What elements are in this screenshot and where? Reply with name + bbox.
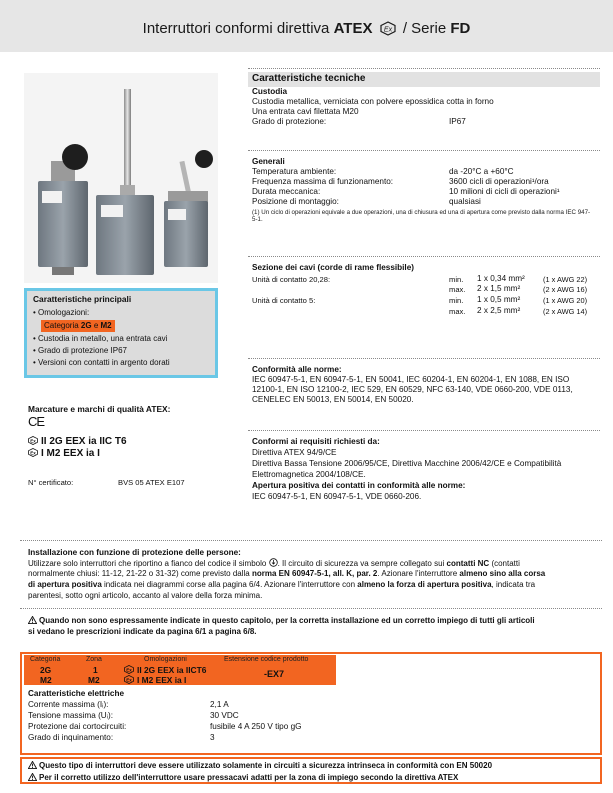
cable-awg: (2 x AWG 14)	[543, 307, 588, 316]
key-features-title: Caratteristiche principali	[33, 294, 132, 304]
main-warning-line: Quando non sono espressamente indicate in questo capitolo, per la corretta installazione ed un corretto impiego di tutti gli articoli	[28, 616, 535, 626]
install-title: Installazione con funzione di protezione delle persone:	[28, 548, 241, 557]
norms-title: Conformità alle norme:	[252, 365, 342, 374]
svg-text:Ex: Ex	[383, 26, 392, 34]
table-cell: M2	[40, 675, 52, 685]
protection-value: IP67	[449, 117, 466, 126]
table-cell: Ex I M2 EEX ia I	[124, 675, 186, 686]
electrical-value: fusibile 4 A 250 V tipo gG	[210, 722, 302, 731]
warning-line: Per il corretto utilizzo dell'interruttore usare pressacavi adatti per la zona di impiego secondo la direttiva ATEX	[28, 773, 594, 783]
divider	[248, 358, 600, 359]
ex-hexagon-icon	[28, 448, 38, 457]
cable-minmax: min.	[449, 296, 464, 305]
list-item: • Custodia in metallo, una entrata cavi	[33, 333, 168, 343]
list-item: • Omologazioni:	[33, 307, 90, 317]
requirements-title: Conformi ai requisiti richiesti da:	[252, 437, 380, 446]
cable-title: Sezione dei cavi (corde di rame flessibile)	[252, 263, 414, 272]
cable-value: 2 x 1,5 mm²	[477, 284, 521, 293]
product-photo	[24, 73, 218, 283]
general-label: Durata meccanica:	[252, 187, 321, 196]
cable-awg: (1 x AWG 22)	[543, 275, 588, 284]
table-header: Zona	[86, 656, 102, 663]
svg-text:Ex: Ex	[126, 667, 132, 673]
divider	[248, 256, 600, 257]
norms-line: IEC 60947-5-1, EN 60947-5-1, EN 50041, IEC 60204-1, EN 60204-1, EN 1088, EN ISO	[252, 375, 570, 384]
general-value: da -20°C a +60°C	[449, 167, 514, 176]
electrical-label: Tensione massima (Uᵢ):	[28, 711, 114, 720]
table-header: Categoria	[30, 656, 61, 663]
general-note: (1) Un ciclo di operazioni equivale a due operazioni, una di chiusura ed una di apertura come previsto dalla norma IEC 947-5-1.	[252, 209, 591, 224]
ex-hexagon-icon	[28, 436, 38, 445]
divider	[248, 150, 600, 151]
category-highlight: Categoria 2G e M2	[33, 320, 209, 332]
custodia-line: Una entrata cavi filettata M20	[252, 107, 359, 116]
custodia-line: Custodia metallica, verniciata con polvere epossidica cotta in forno	[252, 97, 494, 106]
electrical-label: Grado di inquinamento:	[28, 733, 114, 742]
divider	[20, 540, 602, 541]
cable-minmax: max.	[449, 285, 466, 294]
svg-text:Ex: Ex	[30, 450, 36, 456]
certificate-value: BVS 05 ATEX E107	[118, 478, 185, 487]
general-value: 10 milioni di cicli di operazioni¹	[449, 187, 560, 196]
positive-opening-title: Apertura positiva dei contatti in conformità alle norme:	[252, 481, 466, 490]
table-header: Estensione codice prodotto	[224, 656, 309, 663]
install-line: parentesi, sotto ogni articolo, accanto al valore della forza minima.	[28, 591, 263, 600]
svg-text:Ex: Ex	[30, 438, 36, 444]
atex-mark-line: Ex I M2 EEX ia I	[28, 448, 100, 461]
ex-hexagon-icon	[124, 665, 134, 674]
code-extension: -EX7	[264, 669, 285, 679]
list-item: • Grado di protezione IP67	[33, 345, 127, 355]
general-value: 3600 cicli di operazioni¹/ora	[449, 177, 549, 186]
cable-awg: (1 x AWG 20)	[543, 296, 588, 305]
general-label: Posizione di montaggio:	[252, 197, 339, 206]
positive-opening-line: IEC 60947-5-1, EN 60947-5-1, VDE 0660-206.	[252, 492, 422, 501]
divider	[20, 608, 602, 609]
general-title: Generali	[252, 157, 285, 166]
page-title: Interruttori conformi direttiva ATEX Ex / Serie FD	[142, 20, 471, 37]
general-label: Temperatura ambiente:	[252, 167, 337, 176]
cable-minmax: max.	[449, 307, 466, 316]
custodia-title: Custodia	[252, 87, 288, 96]
ex-hexagon-icon	[124, 675, 134, 684]
install-line: Utilizzare solo interruttori che riportino a fianco del codice il simbolo . Il circuito di sicurezza va sempre collegato sui contatti NC (contatti	[28, 559, 520, 568]
cable-value: 1 x 0,34 mm²	[477, 274, 525, 283]
marks-title: Marcature e marchi di qualità ATEX:	[28, 404, 171, 414]
tech-title: Caratteristiche tecniche	[248, 72, 600, 87]
general-value: qualsiasi	[449, 197, 481, 206]
certificate-label: N° certificato:	[28, 478, 74, 487]
requirements-line: Direttiva Bassa Tensione 2006/95/CE, Direttiva Macchine 2006/42/CE e Compatibilità	[252, 459, 562, 468]
table-header: Omologazioni	[144, 656, 187, 663]
table-cell: M2	[88, 675, 100, 685]
atex-mark-line: Ex II 2G EEX ia IIC T6	[28, 436, 127, 449]
cable-value: 1 x 0,5 mm²	[477, 295, 521, 304]
general-label: Frequenza massima di funzionamento:	[252, 177, 394, 186]
electrical-label: Corrente massima (Iᵢ):	[28, 700, 109, 709]
limit-switch-image	[24, 73, 218, 283]
electrical-value: 3	[210, 733, 215, 742]
cable-label: Unità di contatto 20,28:	[252, 275, 331, 284]
ce-mark-icon: CE	[28, 414, 45, 429]
bottom-warnings	[20, 757, 602, 784]
table-cell: 1	[93, 665, 98, 675]
norms-line: CENELEC EN 50013, EN 50014, EN 50020.	[252, 395, 414, 404]
cable-awg: (2 x AWG 16)	[543, 285, 588, 294]
list-item: • Versioni con contatti in argento dorati	[33, 357, 170, 367]
electrical-title: Caratteristiche elettriche	[28, 689, 125, 698]
cable-minmax: min.	[449, 275, 464, 284]
requirements-line: Elettromagnetica 2004/108/CE.	[252, 470, 366, 479]
norms-line: 12100-1, EN ISO 12100-2, IEC 529, EN 60529, NFC 63-140, VDE 0660-200, VDE 0113,	[252, 385, 573, 394]
install-line: normalmente chiusi: 11-12, 21-22 o 31-32) come previsto dalla norma EN 60947-5-1, all. K, par. 2. Azionare l'interruttore almeno sino alla corsa	[28, 569, 546, 578]
requirements-line: Direttiva ATEX 94/9/CE	[252, 448, 337, 457]
electrical-label: Protezione dai cortocircuiti:	[28, 722, 127, 731]
warning-line: Questo tipo di interruttori deve essere utilizzato solamente in circuiti a sicurezza intrinseca in conformità con EN 50020	[28, 761, 594, 771]
protection-label: Grado di protezione:	[252, 117, 327, 126]
warning-triangle-icon	[28, 773, 37, 781]
positive-opening-icon	[269, 558, 278, 567]
table-cell: Ex II 2G EEX ia IICT6	[124, 665, 206, 676]
electrical-value: 2,1 A	[210, 700, 229, 709]
ex-hexagon-icon	[380, 21, 396, 36]
divider	[248, 430, 600, 431]
key-features-box	[24, 288, 218, 378]
electrical-value: 30 VDC	[210, 711, 239, 720]
warning-triangle-icon	[28, 616, 37, 624]
divider	[248, 68, 600, 69]
install-line: di apertura positiva indicata nei diagrammi corse alla pagina 6/4. Azionare l'interruttore con almeno la forza di apertura positiva, indicata tra	[28, 580, 536, 589]
table-cell: 2G	[40, 665, 52, 675]
cable-value: 2 x 2,5 mm²	[477, 306, 521, 315]
warning-triangle-icon	[28, 761, 37, 769]
svg-text:Ex: Ex	[126, 677, 132, 683]
main-warning-line: si vedano le prescrizioni indicate da pagina 6/1 a pagina 6/8.	[28, 627, 257, 636]
cable-label: Unità di contatto 5:	[252, 296, 316, 305]
